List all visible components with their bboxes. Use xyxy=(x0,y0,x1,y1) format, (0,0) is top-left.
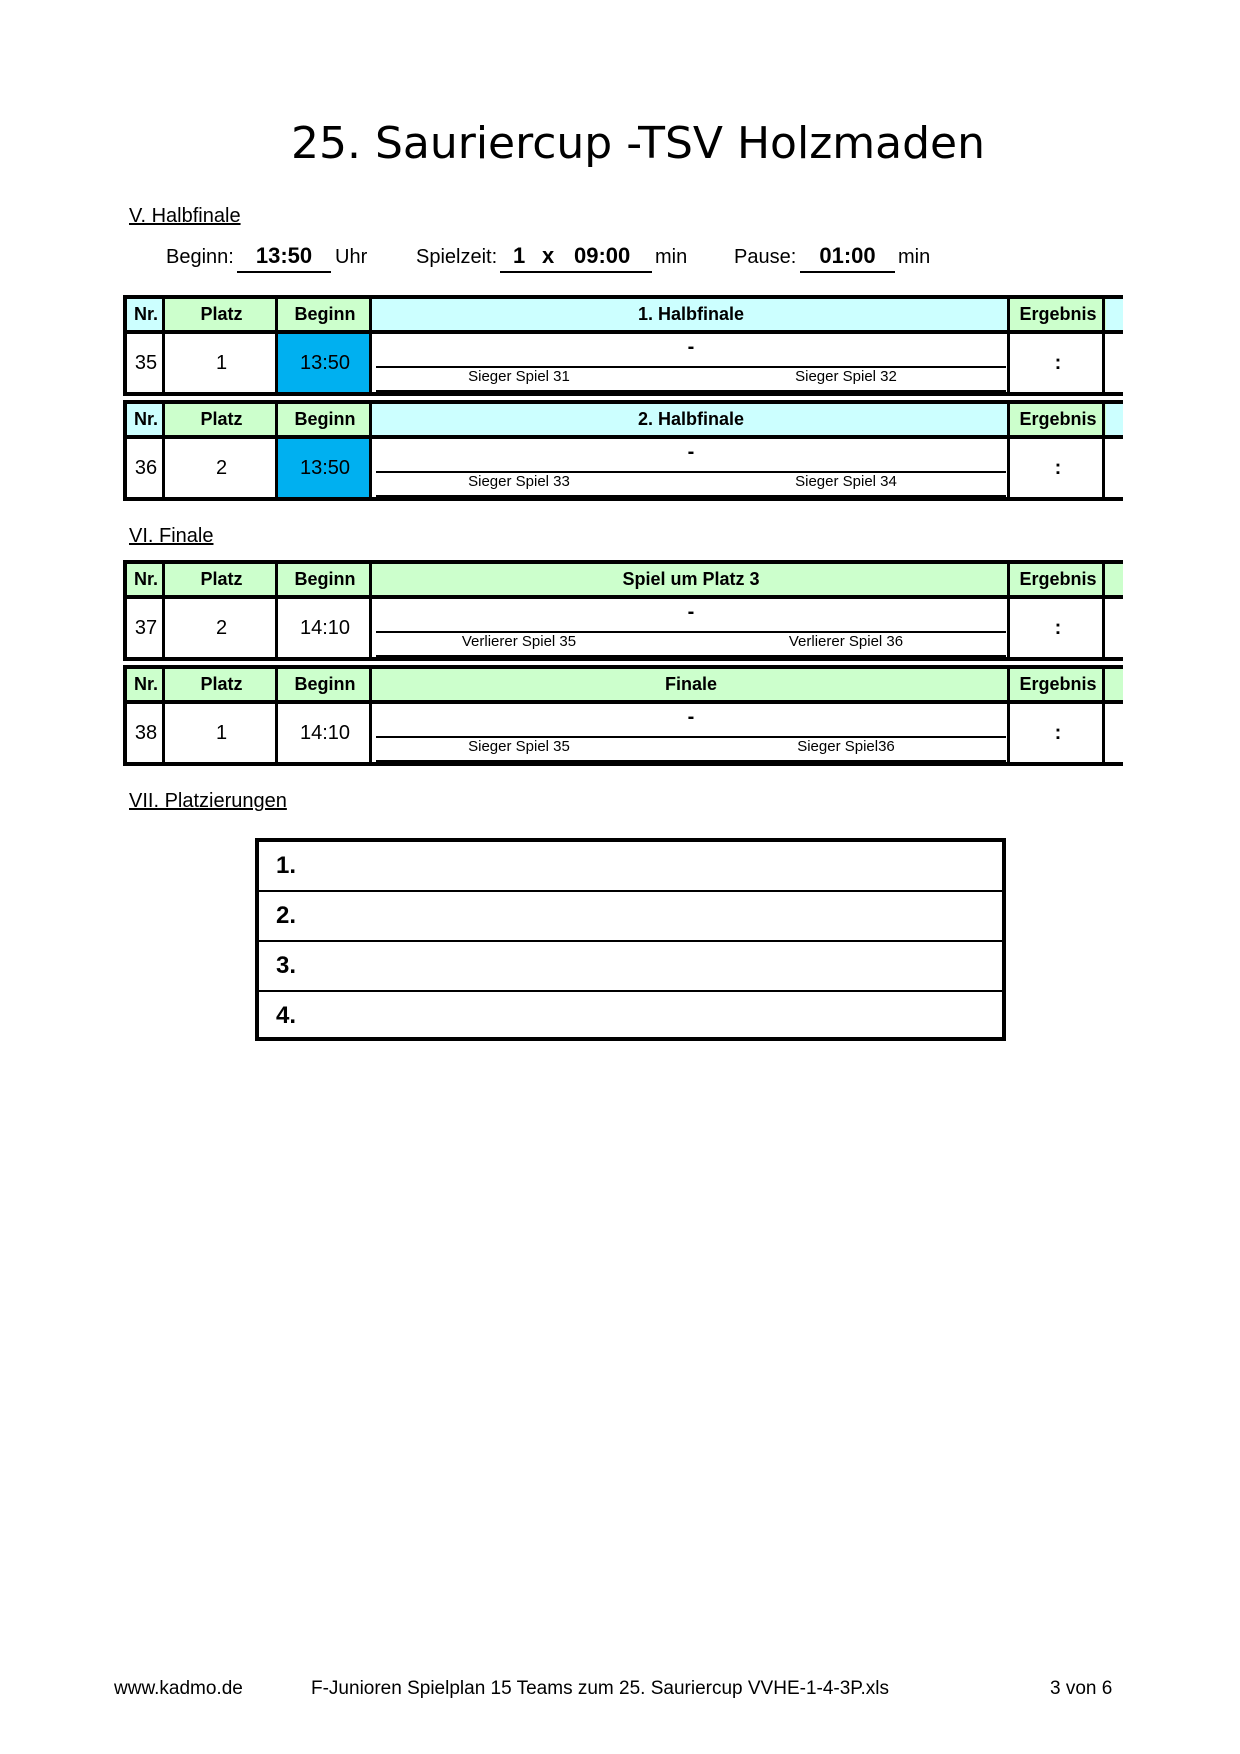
match-nr: 36 xyxy=(134,456,158,479)
match-result: : xyxy=(1054,456,1062,479)
footer-website: www.kadmo.de xyxy=(114,1678,243,1699)
spielzeit-x: x xyxy=(542,243,555,268)
team-1: Sieger Spiel 31 xyxy=(468,368,570,385)
match-teams xyxy=(376,334,1006,392)
score-dash: - xyxy=(687,336,695,358)
spielzeit-unit: min xyxy=(655,246,688,268)
match-teams xyxy=(376,704,1006,762)
match-nr: 37 xyxy=(134,616,158,639)
pause-label: Pause: xyxy=(734,246,797,268)
match-teams xyxy=(376,439,1006,497)
footer-filename: F-Junioren Spielplan 15 Teams zum 25. Sauriercup VVHE-1-4-3P.xls xyxy=(311,1678,890,1699)
rank-row-3: 3. xyxy=(259,942,1002,992)
match-title: Spiel um Platz 3 xyxy=(622,569,760,589)
beginn-unit: Uhr xyxy=(335,246,368,268)
team-2: Verlierer Spiel 36 xyxy=(788,633,904,650)
col-nr: Nr. xyxy=(133,409,158,429)
match-nr: 35 xyxy=(134,351,158,374)
match-37 xyxy=(123,560,1123,661)
match-beginn: 14:10 xyxy=(299,721,351,744)
team-2: Sieger Spiel 32 xyxy=(795,368,897,385)
team-1: Sieger Spiel 35 xyxy=(468,738,570,755)
team-1: Verlierer Spiel 35 xyxy=(461,633,577,650)
match-beginn: 14:10 xyxy=(299,616,351,639)
match-platz: 2 xyxy=(215,616,228,639)
rank-row-4: 4. xyxy=(276,1002,297,1029)
col-ergebnis: Ergebnis xyxy=(1010,404,1106,435)
col-ergebnis: Ergebnis xyxy=(1019,569,1097,589)
col-nr: Nr. xyxy=(133,304,158,324)
spielzeit-label: Spielzeit: xyxy=(416,246,498,268)
match-title: 1. Halbfinale xyxy=(637,304,745,324)
col-platz: Platz xyxy=(165,299,278,330)
team-2: Sieger Spiel 34 xyxy=(795,473,897,490)
section-heading-halbfinale: V. Halbfinale xyxy=(129,205,241,227)
footer-page-number: 3 von 6 xyxy=(1050,1678,1113,1699)
page-title: 25. Sauriercup -TSV Holzmaden xyxy=(290,118,985,169)
col-beginn: Beginn xyxy=(278,404,372,435)
match-platz: 1 xyxy=(215,721,228,744)
spielzeit-value: 09:00 xyxy=(574,243,631,268)
col-platz: Platz xyxy=(200,569,243,589)
ranking-table xyxy=(255,838,1006,1041)
match-beginn: 13:50 xyxy=(278,334,372,392)
col-platz: Platz xyxy=(200,674,243,694)
timing-parameters xyxy=(0,243,1240,278)
spielzeit-count: 1 xyxy=(513,243,526,268)
score-dash: - xyxy=(687,706,695,728)
pause-value: 01:00 xyxy=(800,243,895,273)
col-platz: Platz xyxy=(165,404,278,435)
match-38 xyxy=(123,665,1123,766)
match-result: : xyxy=(1054,721,1062,744)
match-35 xyxy=(123,295,1123,396)
match-beginn: 13:50 xyxy=(278,439,372,497)
score-dash: - xyxy=(687,601,695,623)
col-beginn: Beginn xyxy=(294,674,356,694)
beginn-label: Beginn: xyxy=(166,246,234,268)
beginn-value: 13:50 xyxy=(237,243,331,273)
col-ergebnis: Ergebnis xyxy=(1019,674,1097,694)
rank-row-1: 1. xyxy=(259,842,1002,892)
col-nr: Nr. xyxy=(133,674,158,694)
col-nr: Nr. xyxy=(133,569,158,589)
match-nr: 38 xyxy=(134,721,158,744)
section-heading-platzierungen: VII. Platzierungen xyxy=(129,790,287,812)
match-platz: 1 xyxy=(215,351,228,374)
rank-row-2: 2. xyxy=(259,892,1002,942)
match-teams xyxy=(376,599,1006,657)
section-heading-finale: VI. Finale xyxy=(129,525,214,547)
match-36 xyxy=(123,400,1123,501)
col-beginn: Beginn xyxy=(294,569,356,589)
team-2: Sieger Spiel36 xyxy=(797,738,895,755)
pause-unit: min xyxy=(898,246,931,268)
match-platz: 2 xyxy=(215,456,228,479)
match-result: : xyxy=(1054,351,1062,374)
team-1: Sieger Spiel 33 xyxy=(468,473,570,490)
col-ergebnis: Ergebnis xyxy=(1010,299,1106,330)
match-title: 2. Halbfinale xyxy=(637,409,745,429)
match-title: Finale xyxy=(664,674,717,694)
score-dash: - xyxy=(687,441,695,463)
col-beginn: Beginn xyxy=(278,299,372,330)
match-result: : xyxy=(1054,616,1062,639)
